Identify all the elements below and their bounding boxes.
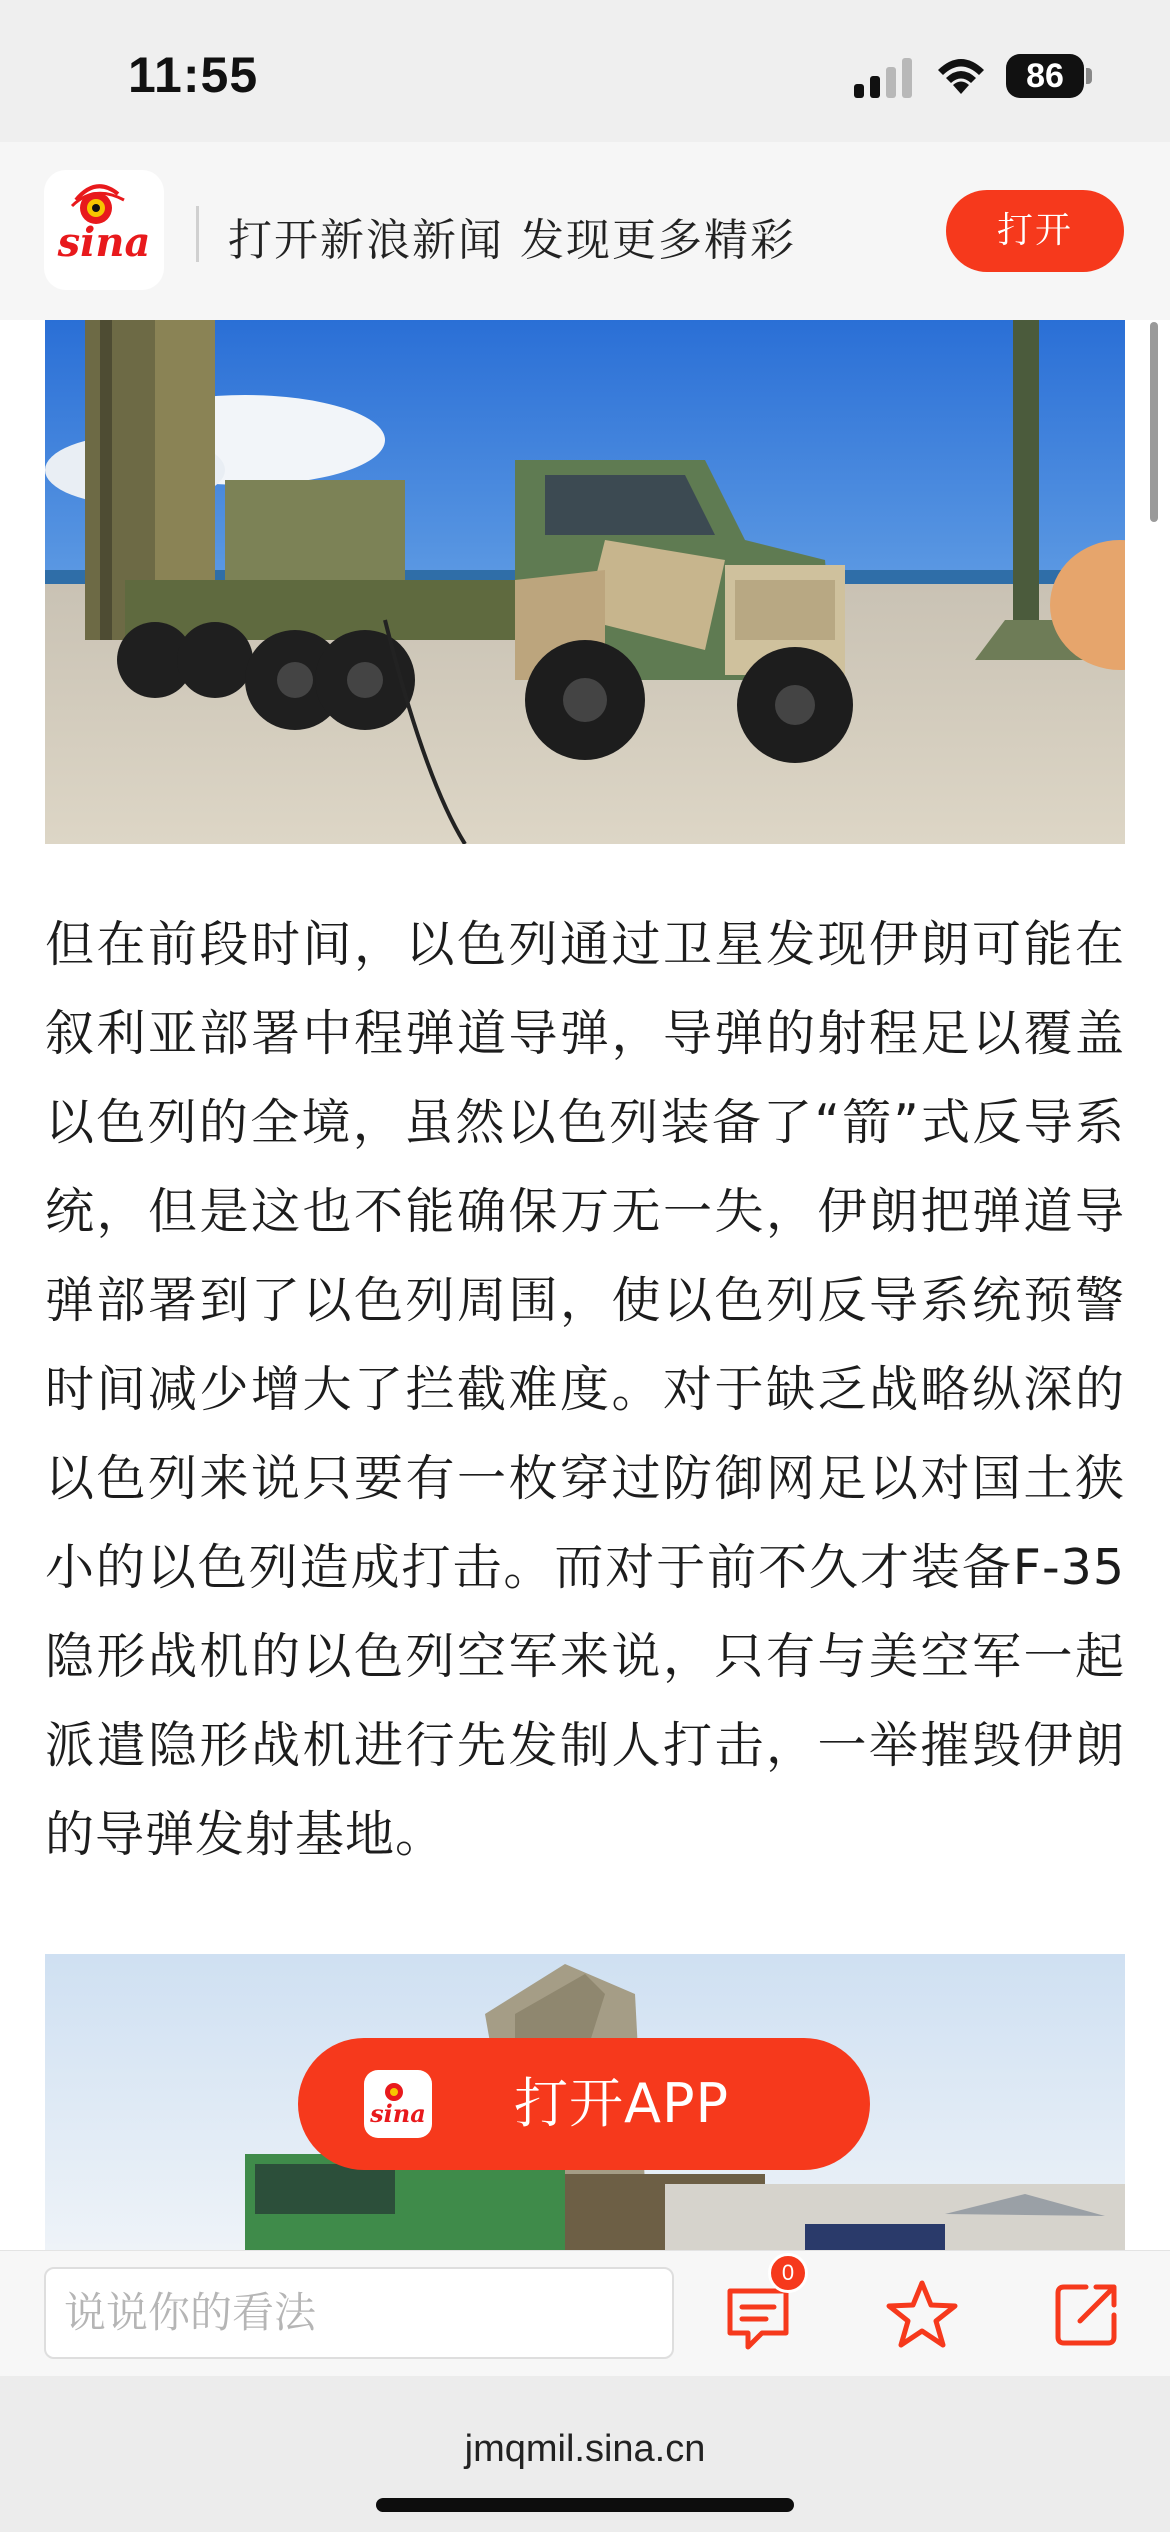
- cellular-signal-icon: [852, 56, 916, 98]
- battery-level: 86: [1026, 57, 1064, 95]
- home-indicator[interactable]: [376, 2498, 794, 2512]
- browser-address-bar[interactable]: [0, 2376, 1170, 2532]
- banner-open-button[interactable]: 打开: [946, 190, 1124, 272]
- comment-bar: [0, 2250, 1170, 2376]
- article-paragraph: 但在前段时间，以色列通过卫星发现伊朗可能在叙利亚部署中程弹道导弹，导弹的射程足以覆盖以色列的全境，虽然以色列装备了“箭”式反导系统，但是这也不能确保万无一失，伊朗把弹道导弹部署到了以色列周围，使以色列反导系统预警时间减少增大了拦截难度。对于缺乏战略纵深的以色列来说只要有一枚穿过防御网足以对国土狭小的以色列造成打击。而对于前不久才装备F-35隐形战机的以色列空军来说，只有与美空军一起派遣隐形战机进行先发制人打击，一举摧毁伊朗的导弹发射基地。: [45, 916, 1125, 1863]
- sina-mini-logo-icon: [364, 2070, 432, 2138]
- url-text[interactable]: jmqmil.sina.cn: [464, 2428, 706, 2470]
- banner-slogan: 打开新浪新闻 发现更多精彩: [228, 215, 796, 266]
- banner-divider: [196, 206, 199, 262]
- sina-app-icon: [364, 2070, 432, 2138]
- sina-logo-icon: [44, 170, 164, 290]
- sina-logo: [44, 170, 164, 290]
- svg-text:sina: sina: [57, 219, 151, 266]
- open-app-button[interactable]: [298, 2038, 870, 2170]
- comment-count-badge: 0: [768, 2253, 808, 2293]
- scroll-indicator[interactable]: [1150, 322, 1158, 522]
- svg-text:sina: sina: [370, 2099, 426, 2128]
- comment-input[interactable]: 说说你的看法: [44, 2267, 674, 2359]
- status-time: 11:55: [128, 47, 259, 103]
- article-content: [0, 320, 1170, 2250]
- wifi-icon: [934, 54, 988, 96]
- status-bar: [0, 0, 1170, 142]
- share-icon[interactable]: [1052, 2279, 1122, 2349]
- battery-icon: [1006, 54, 1092, 98]
- battery-cap: [1086, 68, 1092, 84]
- open-app-label: 打开APP: [514, 2072, 730, 2135]
- app-download-banner[interactable]: [0, 142, 1170, 320]
- favorite-star-icon[interactable]: [884, 2277, 960, 2353]
- article-photo-missile-launcher-truck: [45, 320, 1125, 844]
